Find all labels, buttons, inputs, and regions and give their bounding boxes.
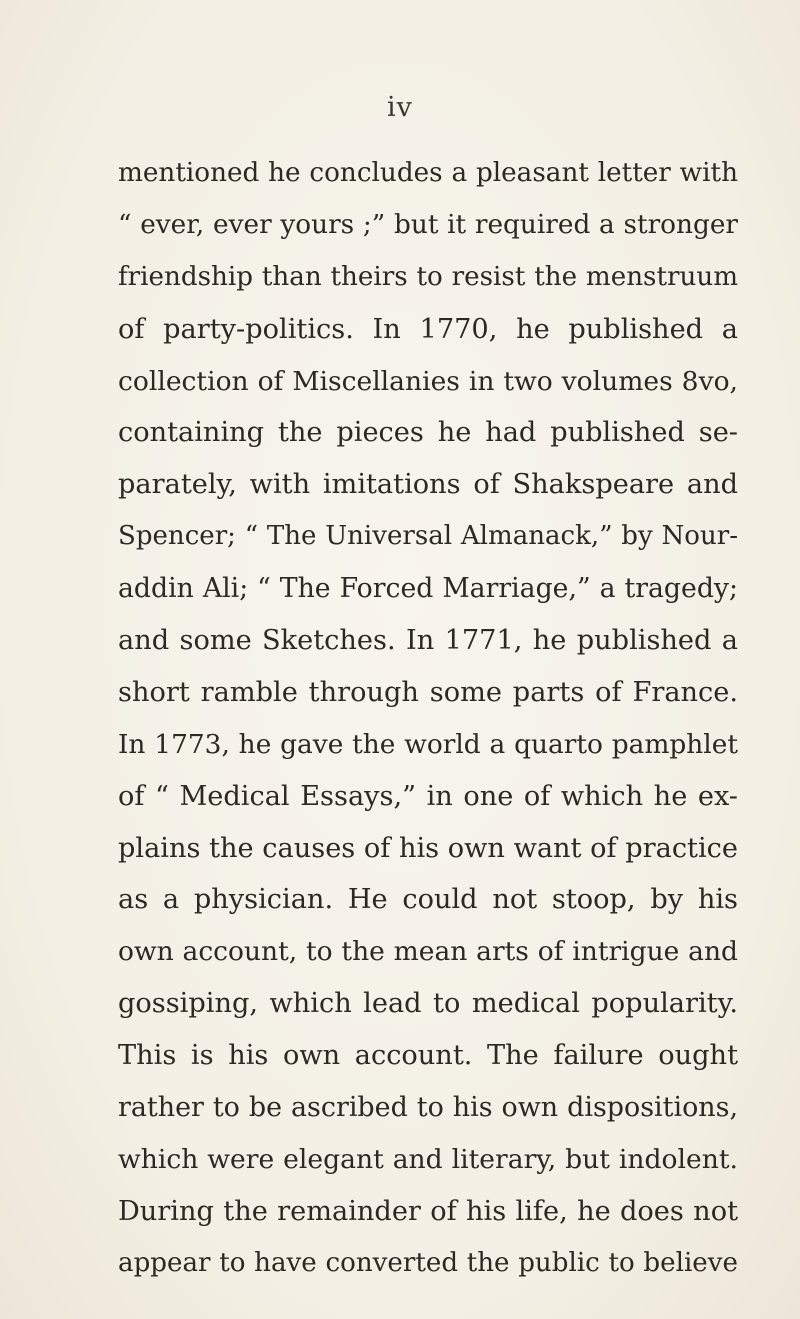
text-line: short ramble through some parts of France. (118, 676, 738, 708)
text-line: This is his own account. The failure ought (118, 1040, 738, 1072)
text-line: In 1773, he gave the world a quarto pamphlet (118, 728, 738, 760)
text-line: plains the causes of his own want of practice (118, 832, 738, 864)
text-line: collection of Miscellanies in two volumes 8vo, (118, 365, 738, 397)
text-line: own account, to the mean arts of intrigue and (118, 936, 738, 968)
text-line: as a physician. He could not stoop, by his (118, 884, 738, 916)
text-line: friendship than theirs to resist the menstruum (118, 261, 738, 292)
text-line: Spencer; “ The Universal Almanack,” by Nour- (118, 521, 738, 552)
text-line: containing the pieces he had published se- (118, 417, 738, 449)
page-number: iv (387, 92, 413, 123)
text-line: rather to be ascribed to his own dispositions, (118, 1092, 738, 1124)
text-line: of party-politics. In 1770, he published a (118, 313, 738, 345)
text-line: and some Sketches. In 1771, he published a (118, 625, 738, 657)
text-line: During the remainder of his life, he does not (118, 1195, 738, 1227)
text-line: of “ Medical Essays,” in one of which he ex- (118, 780, 738, 812)
text-line: “ ever, ever yours ;” but it required a stronger (118, 209, 738, 240)
text-line: addin Ali; “ The Forced Marriage,” a tragedy; (118, 573, 738, 605)
text-line: parately, with imitations of Shakspeare and (118, 469, 738, 501)
text-line: appear to have converted the public to believe (118, 1247, 738, 1278)
text-line: which were elegant and literary, but indolent. (118, 1143, 738, 1175)
text-line: gossiping, which lead to medical popularity. (118, 988, 738, 1020)
text-line: mentioned he concludes a pleasant letter with (118, 158, 738, 188)
body-text (118, 148, 738, 1290)
